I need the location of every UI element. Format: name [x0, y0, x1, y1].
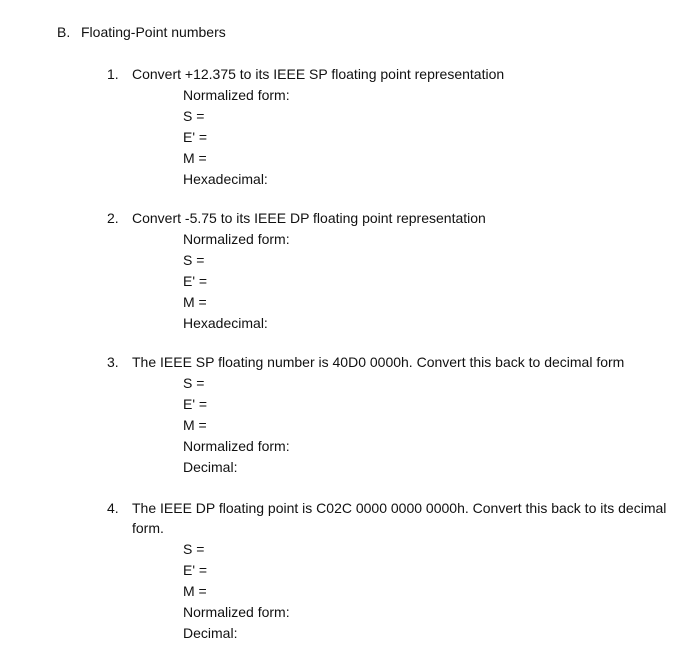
problem-4	[107, 498, 685, 644]
answer-line-normalized-form: Normalized form:	[183, 604, 290, 620]
problem-statement: Convert -5.75 to its IEEE DP floating point representation	[132, 210, 486, 226]
answer-line-mantissa: M =	[183, 417, 207, 433]
answer-line-normalized-form: Normalized form:	[183, 87, 290, 103]
answer-line-exponent: E' =	[183, 562, 208, 578]
answer-line-sign: S =	[183, 108, 205, 124]
answer-lines	[183, 85, 685, 190]
answer-line-mantissa: M =	[183, 294, 207, 310]
answer-line-normalized-form: Normalized form:	[183, 231, 290, 247]
answer-line-mantissa: M =	[183, 583, 207, 599]
problem-statement: The IEEE DP floating point is C02C 0000 0000 0000h. Convert this back to its decimal form.	[132, 500, 667, 536]
answer-line-decimal: Decimal:	[183, 459, 238, 475]
answer-line-sign: S =	[183, 252, 205, 268]
problem-number: 1.	[107, 66, 119, 82]
answer-line-hexadecimal: Hexadecimal:	[183, 315, 268, 331]
answer-line-exponent: E' =	[183, 396, 208, 412]
section-heading	[57, 22, 226, 42]
answer-line-sign: S =	[183, 541, 205, 557]
answer-line-hexadecimal: Hexadecimal:	[183, 171, 268, 187]
answer-line-exponent: E' =	[183, 273, 208, 289]
answer-lines	[183, 229, 685, 334]
answer-line-sign: S =	[183, 375, 205, 391]
problem-statement: Convert +12.375 to its IEEE SP floating point representation	[132, 66, 505, 82]
answer-lines	[183, 373, 685, 478]
section-marker: B.	[57, 24, 71, 40]
problem-number: 3.	[107, 354, 119, 370]
problem-1	[107, 64, 685, 190]
answer-lines	[183, 539, 685, 644]
answer-line-exponent: E' =	[183, 129, 208, 145]
problem-2	[107, 208, 685, 334]
answer-line-mantissa: M =	[183, 150, 207, 166]
section-title: Floating-Point numbers	[81, 24, 226, 40]
answer-line-normalized-form: Normalized form:	[183, 438, 290, 454]
answer-line-decimal: Decimal:	[183, 625, 238, 641]
problem-number: 2.	[107, 210, 119, 226]
problem-3	[107, 352, 685, 478]
problem-statement: The IEEE SP floating number is 40D0 0000h. Convert this back to decimal form	[132, 354, 625, 370]
problem-number: 4.	[107, 500, 119, 516]
